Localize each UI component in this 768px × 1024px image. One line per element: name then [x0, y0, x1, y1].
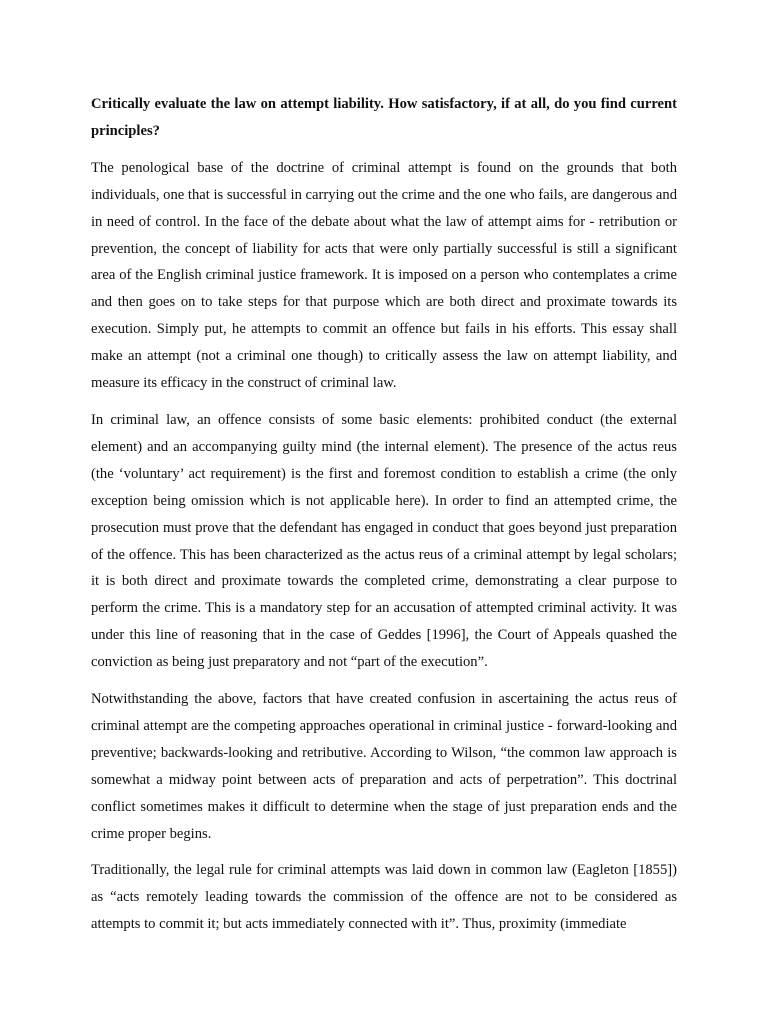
document-body	[91, 91, 677, 948]
paragraph-4: Traditionally, the legal rule for criminal attempts was laid down in common law (Eagleton [1855]) as “acts remotely leading towards the commission of the offence are not to be considered as attempts to commit it; but acts immediately connected with it”. Thus, proximity (immediate	[91, 862, 677, 933]
paragraph-3: Notwithstanding the above, factors that have created confusion in ascertaining the actus reus of criminal attempt are the competing approaches operational in criminal justice - forward-looking and preventive; backwards-looking and retributive. According to Wilson, “the common law approach is somewhat a midway point between acts of preparation and acts of perpetration”. This doctrinal conflict sometimes makes it difficult to determine when the stage of just preparation ends and the crime proper begins.	[91, 691, 677, 842]
essay-question: Critically evaluate the law on attempt liability. How satisfactory, if at all, do you find current principles?	[91, 96, 677, 139]
paragraph-2: In criminal law, an offence consists of some basic elements: prohibited conduct (the external element) and an accompanying guilty mind (the internal element). The presence of the actus reus (the ‘voluntary’ act requirement) is the first and foremost condition to establish a crime (the only exception being omission which is not applicable here). In order to find an attempted crime, the prosecution must prove that the defendant has engaged in conduct that goes beyond just preparation of the offence. This has been characterized as the actus reus of a criminal attempt by legal scholars; it is both direct and proximate towards the completed crime, demonstrating a clear purpose to perform the crime. This is a mandatory step for an accusation of attempted criminal activity. It was under this line of reasoning that in the case of Geddes [1996], the Court of Appeals quashed the conviction as being just preparatory and not “part of the execution”.	[91, 411, 677, 671]
paragraph-1: The penological base of the doctrine of criminal attempt is found on the grounds that both individuals, one that is successful in carrying out the crime and the one who fails, are dangerous and in need of control. In the face of the debate about what the law of attempt aims for - retribution or prevention, the concept of liability for acts that were only partially successful is still a significant area of the English criminal justice framework. It is imposed on a person who contemplates a crime and then goes on to take steps for that purpose which are both direct and proximate towards its execution. Simply put, he attempts to commit an offence but fails in his efforts. This essay shall make an attempt (not a criminal one though) to critically assess the law on attempt liability, and measure its efficacy in the construct of criminal law.	[91, 159, 677, 392]
